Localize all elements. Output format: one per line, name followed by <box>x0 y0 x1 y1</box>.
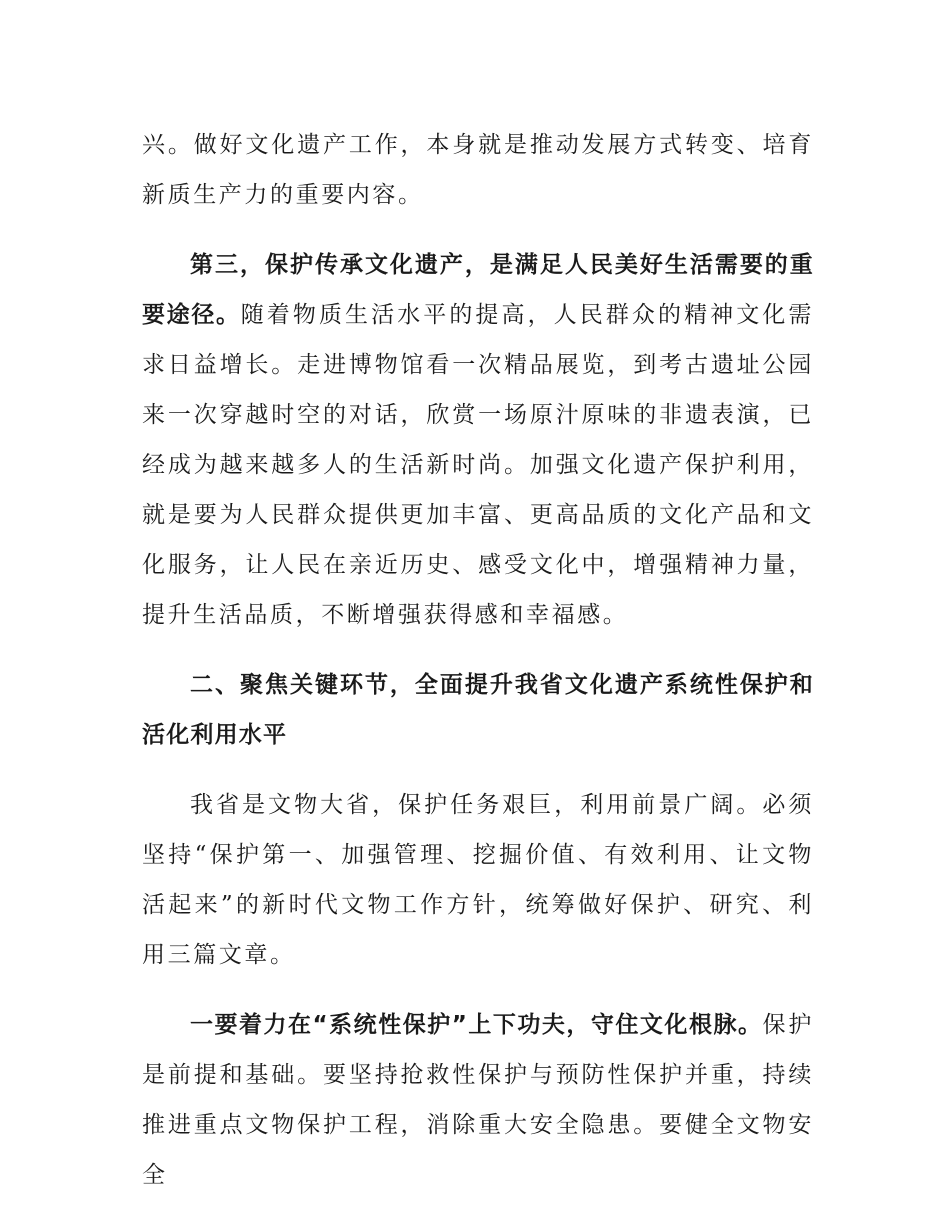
paragraph-third-point <box>142 240 814 640</box>
paragraph-text: 我省是文物大省，保护任务艰巨，利用前景广阔。必须坚持“保护第一、加强管理、挖掘价值、有效利用、让文物活起来”的新时代文物工作方针，统筹做好保护、研究、利用三篇文章。 <box>142 792 814 968</box>
document-body <box>142 120 814 1200</box>
paragraph-continuation <box>142 120 814 220</box>
section-heading: 二、聚焦关键环节，全面提升我省文化遗产系统性保护和活化利用水平 <box>142 672 814 748</box>
bold-lead-sentence: 一要着力在“系统性保护”上下功夫，守住文化根脉。 <box>190 1012 763 1038</box>
bold-lead-sentence: 第三，保护传承文化遗产，是满足人民美好生活需要的重要途径。 <box>142 252 814 328</box>
paragraph-text: 兴。做好文化遗产工作，本身就是推动发展方式转变、培育新质生产力的重要内容。 <box>142 132 814 208</box>
paragraph-text: 保护是前提和基础。要坚持抢救性保护与预防性保护并重，持续推进重点文物保护工程，消除重大安全隐患。要健全文物安全 <box>142 1012 814 1188</box>
paragraph-province-overview <box>142 780 814 980</box>
paragraph-text: 随着物质生活水平的提高，人民群众的精神文化需求日益增长。走进博物馆看一次精品展览，到考古遗址公园来一次穿越时空的对话，欣赏一场原汁原味的非遗表演，已经成为越来越多人的生活新时尚。加强文化遗产保护利用，就是要为人民群众提供更加丰富、更高品质的文化产品和文化服务，让人民在亲近历史、感受文化中，增强精神力量，提升生活品质，不断增强获得感和幸福感。 <box>142 302 814 628</box>
paragraph-systematic-protection <box>142 1000 814 1200</box>
